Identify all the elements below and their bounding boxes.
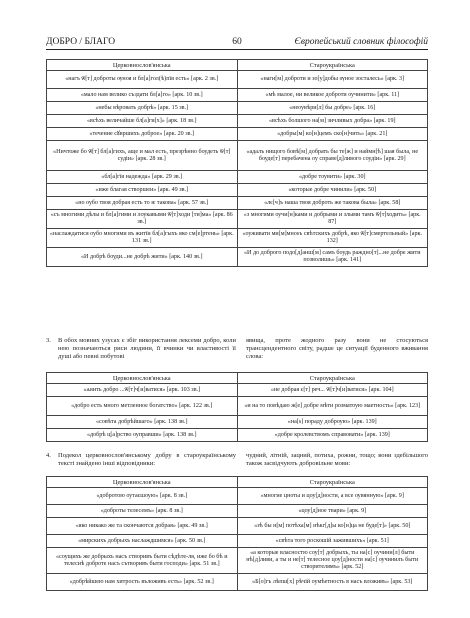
paragraph-right: явища, проте жодного разу вони не стосуються трансцендентного світу, радше це ситуації буденного вживання слова: bbox=[246, 337, 428, 360]
table-cell: «мало нам велико създати бл[а]го» [арк. 10 зв.] bbox=[47, 89, 238, 102]
table-cell: «добро есть много метленное богатство» [арк. 122 зв.] bbox=[47, 397, 238, 416]
table-cell: «и на то повѣдаю ж[е] добре мѣти розматоую маетность» [арк. 123] bbox=[237, 397, 428, 416]
table-cell: «добротою оутаєшоую» [арк. 8 зв.] bbox=[47, 488, 238, 505]
table-row bbox=[47, 574, 428, 591]
table-cell: «адалъ нищого бовѣ[м] добрать бы те[ж] и наймн[ѣ] шая была, не боуде[т] перебачена оу справе[д]ливого соудіи» [арк. 29] bbox=[237, 141, 428, 171]
table-cell: «а которые власностю соу[т] добрыхъ, ты на[с] оучини[л] быти нѣ[д]ливи, а ты и не[т] телесное цоу[д]ности на[с] оучинилъ быти створителямъ» [арк. 52] bbox=[237, 548, 428, 574]
table-header-old-ukrainian: Староукраїнська bbox=[237, 60, 428, 71]
table-row bbox=[47, 210, 428, 229]
page-number: 60 bbox=[232, 37, 242, 47]
table-cell: «на[ѕ] пораду доброую» [арк. 139] bbox=[237, 416, 428, 429]
table-cell: «оуживати ми[м]мноѕъ свѣтскихъ добрѣ, яко ѿ[т]смертельный» [арк. 132] bbox=[237, 229, 428, 248]
table-cell: «добре кролевствомъ справовати» [арк. 139] bbox=[237, 429, 428, 442]
table-row bbox=[47, 535, 428, 548]
table-row bbox=[47, 229, 428, 248]
table-cell: «неоувѣри[л] бы добре» [арк. 16] bbox=[237, 102, 428, 115]
table-row bbox=[47, 115, 428, 128]
table-cell: «иже благая створшеи» [арк. 49 зв.] bbox=[47, 184, 238, 197]
table-cell: «совѣта добрѣйшаго» [арк. 138 зв.] bbox=[47, 416, 238, 429]
table-header-old-ukrainian: Староукраїнська bbox=[237, 477, 428, 488]
table-cell: «наслаждатися оубо многими въ житїи бл[а]гыхъ яко см[е]ртень» [арк. 131 зв.] bbox=[47, 229, 238, 248]
table-cell: «которые добре чинили» [арк. 50] bbox=[237, 184, 428, 197]
comparison-table-2 bbox=[46, 372, 428, 442]
table-cell: «наги[м] доброти и зо[у]добы ѹное зосталесь» [арк. 3] bbox=[237, 71, 428, 89]
paragraph-left: Подекол церковнослов'янському добру в староукраїнському тексті знайдено інші відповідники: bbox=[58, 452, 236, 467]
table-cell: «добры[м] ко[н]цемъ ско[н]чить» [арк. 21] bbox=[237, 128, 428, 141]
table-header-church-slavonic: Церковнослов'янська bbox=[47, 477, 238, 488]
header-left-title: ДОБРО / БЛАГО bbox=[46, 37, 116, 47]
table-cell: «свѣта того роскошій зажившихъ» [арк. 51] bbox=[237, 535, 428, 548]
table-row bbox=[47, 184, 428, 197]
table-cell: «небы вѣровать добрѣ» [арк. 15 зв.] bbox=[47, 102, 238, 115]
paragraph-right: чудний, літній, зацний, потиха, рожни, тощо; вони здебільшого також засвідчують добровільне мови: bbox=[246, 452, 428, 467]
table-cell: «з многими оучи[н]ками и добрыми и злыми тамъ ѿ[т]ходить» [арк. 87] bbox=[237, 210, 428, 229]
table-cell: «многие цноты и цоу[д]ности, а все оувянную» [арк. 9] bbox=[237, 488, 428, 505]
table-row bbox=[47, 89, 428, 102]
table-row bbox=[47, 141, 428, 171]
table-cell: «зѣ бы н[м] потѣха[м] нѣкг[д]ы ко[н]ца не буде[т]» [арк. 50] bbox=[237, 518, 428, 535]
table-cell: «но оубо твоя добрая есть то ѥ такова» [арк. 57 зв.] bbox=[47, 197, 238, 210]
table-cell: «соущихъ же добрыхъ насъ створивъ быти сѣдѣте-ля, иже бо бѣ и телесиѣ доброте насъ сътворивъ быти господи» [арк. 51 зв.] bbox=[47, 548, 238, 574]
table-cell: «добре тоувити» [арк. 30] bbox=[237, 171, 428, 184]
table-cell: «течение сꙋвршихъ доброе» [арк. 20 зв.] bbox=[47, 128, 238, 141]
table-cell: «мѣ малое, ни великое доброти оучинити» [арк. 11] bbox=[237, 89, 428, 102]
table-header-church-slavonic: Церковнослов'янська bbox=[47, 60, 238, 71]
table-cell: «яко никако же та скончаются добрая» [арк. 49 зв.] bbox=[47, 518, 238, 535]
running-header bbox=[46, 37, 428, 50]
list-item-number: 3. bbox=[46, 337, 51, 344]
paragraph-left: В обох мовних узусах є збіг використання лексеми добро, коли нею позначаються риси людини, її вчинки чи властивості її душі або певні побутові bbox=[58, 337, 236, 360]
table-cell: «И до доброго подо[д]анш[м] самъ боудь раждно[т]...не добре жити позволишь» [арк. 141] bbox=[237, 248, 428, 267]
table-row bbox=[47, 488, 428, 505]
table-cell: «цоу[д]ное твари» [арк. 9] bbox=[237, 505, 428, 518]
table-cell: «добрѣ ц[а]рство оуправши» [арк. 138 зв.] bbox=[47, 429, 238, 442]
table-row bbox=[47, 416, 428, 429]
header-right-title: Європейський словник філософій bbox=[294, 37, 428, 47]
table-row bbox=[47, 197, 428, 210]
table-row bbox=[47, 548, 428, 574]
table-row bbox=[47, 397, 428, 416]
table-cell: «мирскихъ добрыхъ наслаждшимся» [арк. 50 зв.] bbox=[47, 535, 238, 548]
table-row bbox=[47, 505, 428, 518]
table-row bbox=[47, 71, 428, 89]
table-header-old-ukrainian: Староукраїнська bbox=[237, 373, 428, 384]
table-cell: «Ничтоже бо ѿ[т] бл[а]гихъ, аще и мал есть, презрѣнно боудеть ѿ[т] судіи» [арк. 28 зв.] bbox=[47, 141, 238, 171]
table-cell: «И добрѣ боуди...не добрѣ жити» [арк. 140 зв.] bbox=[47, 248, 238, 267]
table-cell: «доброты телесемъ» [арк. 8 зв.] bbox=[47, 505, 238, 518]
table-cell: «Б[о]гъ лѣпш[х] рѣчій оумѣетность в насъ вложивъ» [арк. 53] bbox=[237, 574, 428, 591]
table-row bbox=[47, 384, 428, 397]
table-cell: «бл[а]гїя надежда» [арк. 29 зв.] bbox=[47, 171, 238, 184]
table-row bbox=[47, 429, 428, 442]
table-cell: «всѣхъ болшого на[м] зичливых добра» [арк. 19] bbox=[237, 115, 428, 128]
table-cell: «всѣхъ величайше бл[а]ги[х]» [арк. 18 зв.] bbox=[47, 115, 238, 128]
comparison-table-1 bbox=[46, 59, 428, 267]
table-row bbox=[47, 518, 428, 535]
table-row bbox=[47, 128, 428, 141]
table-row bbox=[47, 102, 428, 115]
list-item-number: 4. bbox=[46, 452, 51, 459]
comparison-table-3 bbox=[46, 476, 428, 591]
table-cell: «нагъ ѿ[т] доброты ѹноя и бл[а]гол(ѣ)пїя есть» [арк. 2 зв.] bbox=[47, 71, 238, 89]
table-cell: «добрѣйшею нам хитрость въложивъ есть» [арк. 52 зв.] bbox=[47, 574, 238, 591]
table-cell: «не добрая є[т] реч... ѿ[т]ч[и]ватися» [арк. 104] bbox=[237, 384, 428, 397]
table-cell: «лє[ч]ъ наша твоя доброть же такова была» [арк. 58] bbox=[237, 197, 428, 210]
table-row bbox=[47, 248, 428, 267]
table-cell: «ѧвить добро ...ѿ[т]ч[и]ватися» [арк. 103 зв.] bbox=[47, 384, 238, 397]
table-header-church-slavonic: Церковнослов'янська bbox=[47, 373, 238, 384]
table-row bbox=[47, 171, 428, 184]
table-cell: «съ многими дѣлы и бл[а]гими и лоукавыми ѿ[т]ходи [ти]ма» [арк. 86 зв.] bbox=[47, 210, 238, 229]
